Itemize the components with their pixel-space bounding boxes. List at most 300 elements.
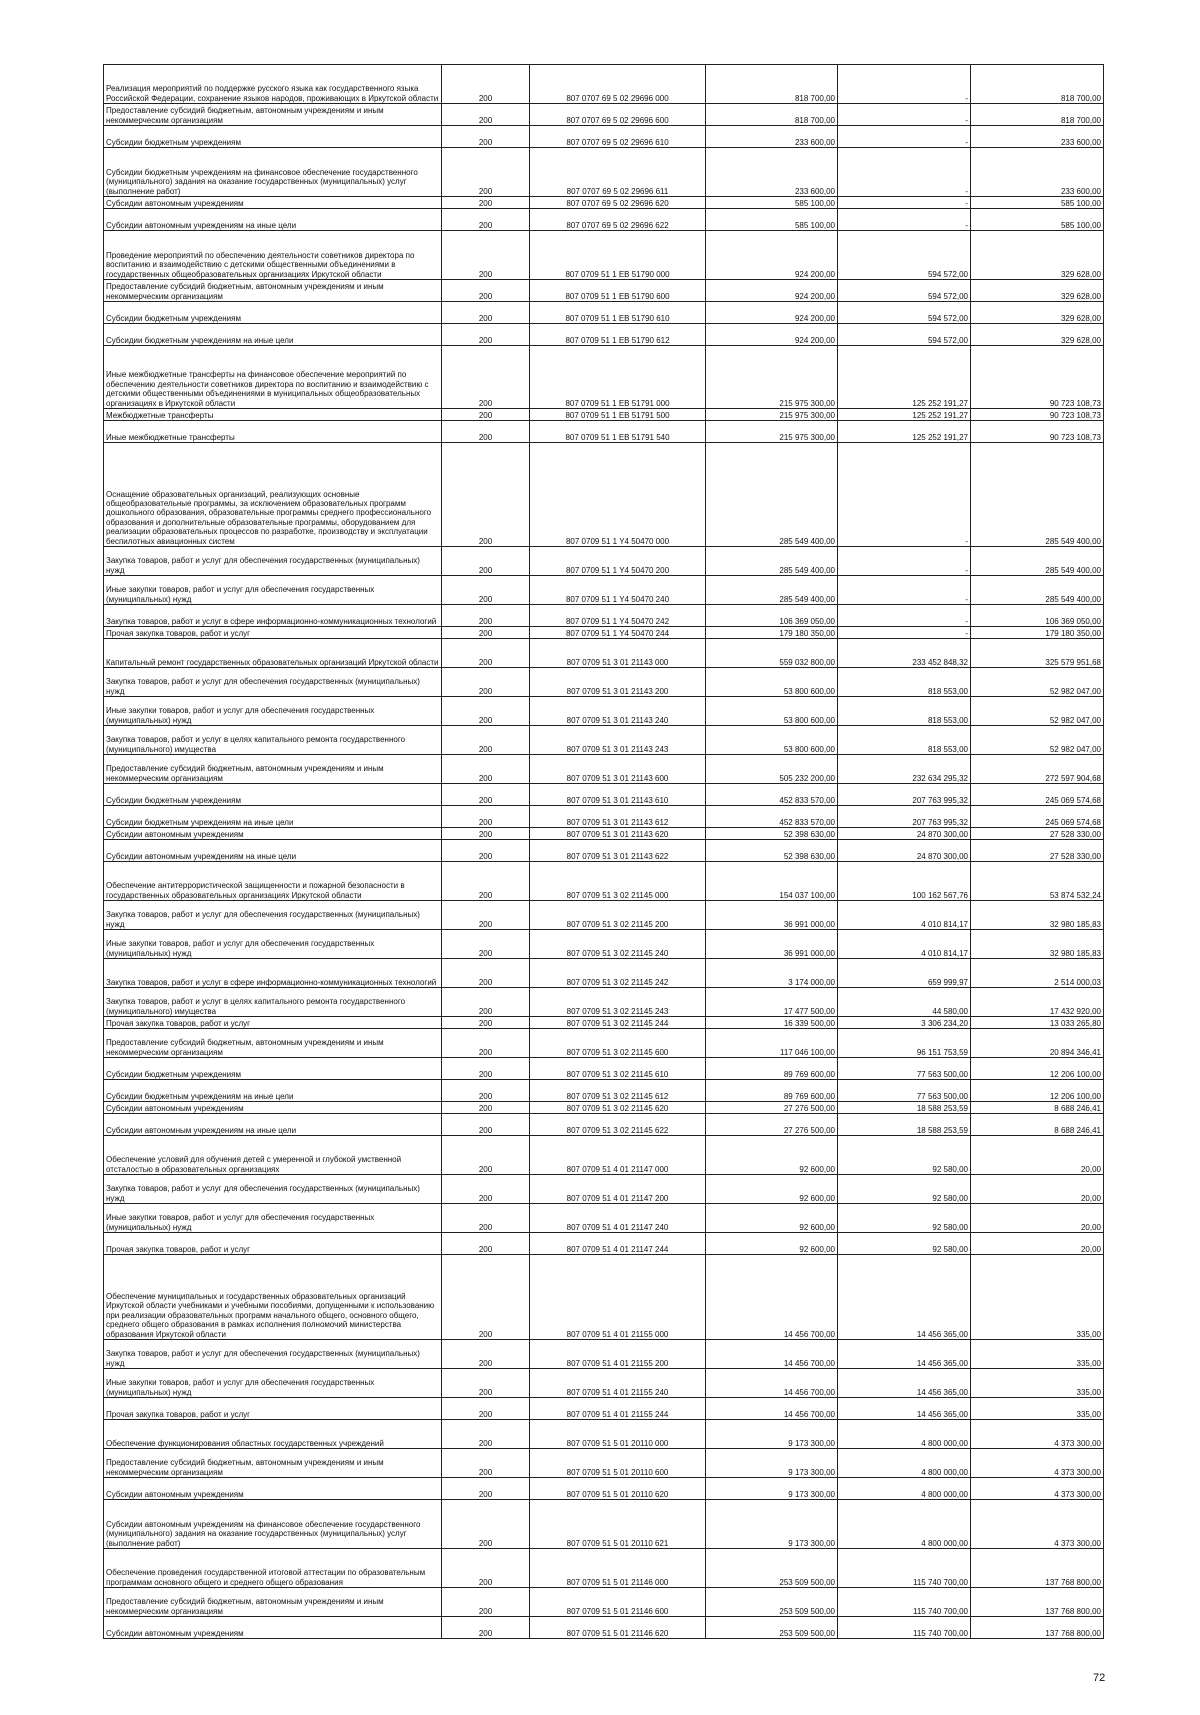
row-remainder: 585 100,00 <box>971 197 1104 209</box>
row-name: Закупка товаров, работ и услуг в целях капитального ремонта государственного (муниципального) имущества <box>104 988 442 1017</box>
row-executed: 207 763 995,32 <box>838 806 971 828</box>
row-remainder: 329 628,00 <box>971 280 1104 302</box>
table-row <box>104 104 1104 126</box>
row-planned: 17 477 500,00 <box>706 988 838 1017</box>
row-executed: 96 151 753,59 <box>838 1029 971 1058</box>
row-executed: 4 800 000,00 <box>838 1420 971 1449</box>
row-classification: 807 0709 51 3 02 21145 242 <box>530 959 706 988</box>
row-classification: 807 0709 51 3 02 21145 243 <box>530 988 706 1017</box>
row-remainder: 4 373 300,00 <box>971 1420 1104 1449</box>
row-name: Иные закупки товаров, работ и услуг для обеспечения государственных (муниципальных) нужд <box>104 1369 442 1398</box>
row-remainder: 4 373 300,00 <box>971 1449 1104 1478</box>
row-classification: 807 0709 51 4 01 21155 240 <box>530 1369 706 1398</box>
row-remainder: 285 549 400,00 <box>971 443 1104 547</box>
row-code: 200 <box>442 1136 530 1175</box>
row-remainder: 179 180 350,00 <box>971 627 1104 639</box>
row-executed: 14 456 365,00 <box>838 1340 971 1369</box>
row-name: Иные закупки товаров, работ и услуг для обеспечения государственных (муниципальных) нужд <box>104 576 442 605</box>
row-code: 200 <box>442 1617 530 1639</box>
row-classification: 807 0707 69 5 02 29696 600 <box>530 104 706 126</box>
row-planned: 14 456 700,00 <box>706 1340 838 1369</box>
row-planned: 924 200,00 <box>706 231 838 280</box>
row-remainder: 335,00 <box>971 1255 1104 1340</box>
row-executed: 24 870 300,00 <box>838 828 971 840</box>
table-row <box>104 231 1104 280</box>
table-row <box>104 324 1104 346</box>
row-executed: 92 580,00 <box>838 1175 971 1204</box>
row-planned: 92 600,00 <box>706 1175 838 1204</box>
row-code: 200 <box>442 197 530 209</box>
row-planned: 16 339 500,00 <box>706 1017 838 1029</box>
row-code: 200 <box>442 1255 530 1340</box>
row-name: Закупка товаров, работ и услуг в сфере информационно-коммуникационных технологий <box>104 605 442 627</box>
row-remainder: 8 688 246,41 <box>971 1114 1104 1136</box>
table-row <box>104 1058 1104 1080</box>
row-executed: 92 580,00 <box>838 1136 971 1175</box>
row-remainder: 17 432 920,00 <box>971 988 1104 1017</box>
row-planned: 215 975 300,00 <box>706 409 838 421</box>
row-executed: 594 572,00 <box>838 280 971 302</box>
row-planned: 117 046 100,00 <box>706 1029 838 1058</box>
row-classification: 807 0709 51 1 Y4 50470 244 <box>530 627 706 639</box>
row-planned: 89 769 600,00 <box>706 1058 838 1080</box>
row-name: Обеспечение проведения государственной итоговой аттестации по образовательным программам основного общего и среднего общего образования <box>104 1549 442 1588</box>
row-name: Предоставление субсидий бюджетным, автономным учреждениям и иным некоммерческим организациям <box>104 1029 442 1058</box>
table-row <box>104 1175 1104 1204</box>
row-classification: 807 0709 51 4 01 21155 200 <box>530 1340 706 1369</box>
row-code: 200 <box>442 209 530 231</box>
row-code: 200 <box>442 1369 530 1398</box>
row-remainder: 272 597 904,68 <box>971 755 1104 784</box>
row-code: 200 <box>442 726 530 755</box>
row-name: Субсидии автономным учреждениям <box>104 1478 442 1500</box>
table-row <box>104 1136 1104 1175</box>
row-executed: 4 010 814,17 <box>838 901 971 930</box>
row-name: Субсидии автономным учреждениям на финансовое обеспечение государственного (муниципального) задания на оказание государственных (муниципальных) услуг (выполнение работ) <box>104 1500 442 1549</box>
row-executed: - <box>838 627 971 639</box>
row-planned: 36 991 000,00 <box>706 901 838 930</box>
row-classification: 807 0709 51 3 01 21143 600 <box>530 755 706 784</box>
table-row <box>104 1420 1104 1449</box>
row-remainder: 245 069 574,68 <box>971 784 1104 806</box>
row-name: Прочая закупка товаров, работ и услуг <box>104 1398 442 1420</box>
row-code: 200 <box>442 148 530 197</box>
row-remainder: 20 894 346,41 <box>971 1029 1104 1058</box>
row-classification: 807 0709 51 5 01 20110 000 <box>530 1420 706 1449</box>
row-remainder: 137 768 800,00 <box>971 1617 1104 1639</box>
row-name: Субсидии автономным учреждениям <box>104 197 442 209</box>
row-remainder: 335,00 <box>971 1398 1104 1420</box>
row-executed: 92 580,00 <box>838 1233 971 1255</box>
row-classification: 807 0709 51 3 01 21143 610 <box>530 784 706 806</box>
row-name: Межбюджетные трансферты <box>104 409 442 421</box>
row-code: 200 <box>442 605 530 627</box>
table-row <box>104 1369 1104 1398</box>
row-remainder: 20,00 <box>971 1204 1104 1233</box>
table-row <box>104 806 1104 828</box>
row-planned: 253 509 500,00 <box>706 1588 838 1617</box>
row-code: 200 <box>442 1420 530 1449</box>
table-row <box>104 1114 1104 1136</box>
row-executed: 115 740 700,00 <box>838 1549 971 1588</box>
row-remainder: 8 688 246,41 <box>971 1102 1104 1114</box>
row-executed: 18 588 253,59 <box>838 1114 971 1136</box>
row-name: Капитальный ремонт государственных образовательных организаций Иркутской области <box>104 639 442 668</box>
row-remainder: 329 628,00 <box>971 302 1104 324</box>
row-classification: 807 0709 51 3 02 21145 612 <box>530 1080 706 1102</box>
row-classification: 807 0709 51 3 01 21143 240 <box>530 697 706 726</box>
row-code: 200 <box>442 1080 530 1102</box>
row-classification: 807 0709 51 1 EB 51790 610 <box>530 302 706 324</box>
row-name: Субсидии автономным учреждениям <box>104 828 442 840</box>
row-classification: 807 0709 51 1 EB 51790 600 <box>530 280 706 302</box>
row-planned: 818 700,00 <box>706 104 838 126</box>
row-classification: 807 0707 69 5 02 29696 000 <box>530 65 706 104</box>
table-body <box>104 65 1104 1639</box>
row-code: 200 <box>442 784 530 806</box>
row-name: Субсидии бюджетным учреждениям <box>104 126 442 148</box>
row-remainder: 285 549 400,00 <box>971 576 1104 605</box>
row-code: 200 <box>442 409 530 421</box>
row-executed: 125 252 191,27 <box>838 346 971 409</box>
row-executed: 4 800 000,00 <box>838 1478 971 1500</box>
table-row <box>104 547 1104 576</box>
table-row <box>104 197 1104 209</box>
row-name: Закупка товаров, работ и услуг для обеспечения государственных (муниципальных) нужд <box>104 547 442 576</box>
row-executed: 4 800 000,00 <box>838 1500 971 1549</box>
row-name: Предоставление субсидий бюджетным, автономным учреждениям и иным некоммерческим организациям <box>104 104 442 126</box>
row-code: 200 <box>442 930 530 959</box>
row-classification: 807 0709 51 3 02 21145 240 <box>530 930 706 959</box>
row-executed: 115 740 700,00 <box>838 1617 971 1639</box>
row-classification: 807 0709 51 1 EB 51791 540 <box>530 421 706 443</box>
row-executed: 3 306 234,20 <box>838 1017 971 1029</box>
row-classification: 807 0709 51 3 01 21143 000 <box>530 639 706 668</box>
row-classification: 807 0709 51 5 01 21146 000 <box>530 1549 706 1588</box>
table-row <box>104 346 1104 409</box>
table-row <box>104 1102 1104 1114</box>
row-code: 200 <box>442 959 530 988</box>
row-planned: 14 456 700,00 <box>706 1398 838 1420</box>
row-name: Субсидии автономным учреждениям <box>104 1102 442 1114</box>
table-row <box>104 1255 1104 1340</box>
table-row <box>104 302 1104 324</box>
table-row <box>104 1204 1104 1233</box>
row-code: 200 <box>442 576 530 605</box>
row-name: Закупка товаров, работ и услуг для обеспечения государственных (муниципальных) нужд <box>104 901 442 930</box>
row-executed: 594 572,00 <box>838 324 971 346</box>
row-name: Закупка товаров, работ и услуг для обеспечения государственных (муниципальных) нужд <box>104 668 442 697</box>
row-name: Реализация мероприятий по поддержке русского языка как государственного языка Российской Федерации, сохранение языков народов, проживающих в Иркутской области <box>104 65 442 104</box>
row-remainder: 12 206 100,00 <box>971 1080 1104 1102</box>
row-name: Субсидии бюджетным учреждениям <box>104 784 442 806</box>
row-executed: 233 452 848,32 <box>838 639 971 668</box>
row-classification: 807 0709 51 1 EB 51790 612 <box>530 324 706 346</box>
row-classification: 807 0709 51 1 Y4 50470 240 <box>530 576 706 605</box>
row-planned: 89 769 600,00 <box>706 1080 838 1102</box>
row-planned: 36 991 000,00 <box>706 930 838 959</box>
row-code: 200 <box>442 1233 530 1255</box>
row-remainder: 90 723 108,73 <box>971 421 1104 443</box>
row-planned: 92 600,00 <box>706 1136 838 1175</box>
row-name: Обеспечение антитеррористической защищенности и пожарной безопасности в государственных образовательных организациях Иркутской области <box>104 862 442 901</box>
row-classification: 807 0709 51 3 02 21145 620 <box>530 1102 706 1114</box>
row-executed: 818 553,00 <box>838 726 971 755</box>
row-executed: 818 553,00 <box>838 668 971 697</box>
row-planned: 154 037 100,00 <box>706 862 838 901</box>
row-code: 200 <box>442 862 530 901</box>
row-classification: 807 0707 69 5 02 29696 611 <box>530 148 706 197</box>
row-name: Субсидии бюджетным учреждениям на иные цели <box>104 1080 442 1102</box>
row-code: 200 <box>442 104 530 126</box>
table-row <box>104 126 1104 148</box>
page-number: 72 <box>1093 1672 1106 1684</box>
row-name: Закупка товаров, работ и услуг в целях капитального ремонта государственного (муниципального) имущества <box>104 726 442 755</box>
row-code: 200 <box>442 421 530 443</box>
row-name: Субсидии автономным учреждениям на иные цели <box>104 209 442 231</box>
row-classification: 807 0709 51 4 01 21147 000 <box>530 1136 706 1175</box>
row-name: Субсидии бюджетным учреждениям на финансовое обеспечение государственного (муниципального) задания на оказание государственных (муниципальных) услуг (выполнение работ) <box>104 148 442 197</box>
row-code: 200 <box>442 755 530 784</box>
row-planned: 27 276 500,00 <box>706 1102 838 1114</box>
row-remainder: 329 628,00 <box>971 324 1104 346</box>
row-planned: 52 398 630,00 <box>706 840 838 862</box>
row-code: 200 <box>442 1017 530 1029</box>
row-planned: 14 456 700,00 <box>706 1369 838 1398</box>
row-code: 200 <box>442 1204 530 1233</box>
table-row <box>104 1449 1104 1478</box>
row-code: 200 <box>442 302 530 324</box>
row-planned: 52 398 630,00 <box>706 828 838 840</box>
table-row <box>104 1478 1104 1500</box>
table-row <box>104 726 1104 755</box>
row-planned: 924 200,00 <box>706 280 838 302</box>
row-name: Субсидии автономным учреждениям на иные цели <box>104 840 442 862</box>
row-planned: 106 369 050,00 <box>706 605 838 627</box>
row-code: 200 <box>442 828 530 840</box>
table-row <box>104 1549 1104 1588</box>
row-classification: 807 0709 51 4 01 21147 240 <box>530 1204 706 1233</box>
row-executed: 232 634 295,32 <box>838 755 971 784</box>
row-executed: 14 456 365,00 <box>838 1398 971 1420</box>
row-code: 200 <box>442 1175 530 1204</box>
row-code: 200 <box>442 627 530 639</box>
row-name: Иные межбюджетные трансферты на финансовое обеспечение мероприятий по обеспечению деятельности советников директора по воспитанию и взаимодействию с детскими общественными объединениями в муниципальных общеобразовательных организациях в Иркутской области <box>104 346 442 409</box>
row-planned: 452 833 570,00 <box>706 784 838 806</box>
row-planned: 53 800 600,00 <box>706 697 838 726</box>
row-planned: 233 600,00 <box>706 126 838 148</box>
row-code: 200 <box>442 901 530 930</box>
row-name: Субсидии автономным учреждениям на иные цели <box>104 1114 442 1136</box>
row-executed: 207 763 995,32 <box>838 784 971 806</box>
row-code: 200 <box>442 346 530 409</box>
row-classification: 807 0709 51 1 EB 51791 500 <box>530 409 706 421</box>
row-name: Субсидии бюджетным учреждениям <box>104 302 442 324</box>
row-name: Предоставление субсидий бюджетным, автономным учреждениям и иным некоммерческим организациям <box>104 280 442 302</box>
row-name: Субсидии автономным учреждениям <box>104 1617 442 1639</box>
row-remainder: 233 600,00 <box>971 148 1104 197</box>
row-remainder: 335,00 <box>971 1369 1104 1398</box>
table-row <box>104 409 1104 421</box>
row-executed: - <box>838 148 971 197</box>
row-remainder: 52 982 047,00 <box>971 668 1104 697</box>
row-planned: 585 100,00 <box>706 209 838 231</box>
row-planned: 559 032 800,00 <box>706 639 838 668</box>
row-planned: 92 600,00 <box>706 1204 838 1233</box>
row-planned: 215 975 300,00 <box>706 421 838 443</box>
row-classification: 807 0709 51 3 02 21145 000 <box>530 862 706 901</box>
row-remainder: 32 980 185,83 <box>971 930 1104 959</box>
row-code: 200 <box>442 280 530 302</box>
table-row <box>104 1588 1104 1617</box>
row-name: Иные закупки товаров, работ и услуг для обеспечения государственных (муниципальных) нужд <box>104 1204 442 1233</box>
row-classification: 807 0709 51 1 Y4 50470 242 <box>530 605 706 627</box>
table-row <box>104 1617 1104 1639</box>
row-code: 200 <box>442 1588 530 1617</box>
row-code: 200 <box>442 1398 530 1420</box>
row-classification: 807 0707 69 5 02 29696 622 <box>530 209 706 231</box>
row-executed: 24 870 300,00 <box>838 840 971 862</box>
row-name: Прочая закупка товаров, работ и услуг <box>104 627 442 639</box>
row-classification: 807 0707 69 5 02 29696 620 <box>530 197 706 209</box>
row-code: 200 <box>442 1340 530 1369</box>
row-remainder: 32 980 185,83 <box>971 901 1104 930</box>
row-name: Иные межбюджетные трансферты <box>104 421 442 443</box>
row-classification: 807 0709 51 3 01 21143 243 <box>530 726 706 755</box>
row-planned: 27 276 500,00 <box>706 1114 838 1136</box>
row-executed: 77 563 500,00 <box>838 1058 971 1080</box>
row-planned: 818 700,00 <box>706 65 838 104</box>
row-code: 200 <box>442 1102 530 1114</box>
table-row <box>104 280 1104 302</box>
table-row <box>104 65 1104 104</box>
row-classification: 807 0709 51 4 01 21147 200 <box>530 1175 706 1204</box>
row-planned: 9 173 300,00 <box>706 1478 838 1500</box>
row-code: 200 <box>442 639 530 668</box>
row-remainder: 90 723 108,73 <box>971 409 1104 421</box>
table-row <box>104 755 1104 784</box>
row-remainder: 20,00 <box>971 1233 1104 1255</box>
row-classification: 807 0709 51 1 Y4 50470 000 <box>530 443 706 547</box>
row-executed: 4 800 000,00 <box>838 1449 971 1478</box>
row-executed: 100 162 567,76 <box>838 862 971 901</box>
row-name: Оснащение образовательных организаций, реализующих основные общеобразовательные программы, за исключением образовательных программ дошкольного образования, образовательные программы среднего профессионального образования и дополнительные образовательные программы, оборудованием для реализации образовательных процессов по разработке, производству и эксплуатации беспилотных авиационных систем <box>104 443 442 547</box>
row-executed: - <box>838 443 971 547</box>
row-planned: 92 600,00 <box>706 1233 838 1255</box>
row-executed: - <box>838 104 971 126</box>
row-executed: - <box>838 197 971 209</box>
report-table-sheet <box>103 64 1103 1639</box>
row-name: Субсидии бюджетным учреждениям на иные цели <box>104 806 442 828</box>
row-remainder: 137 768 800,00 <box>971 1588 1104 1617</box>
row-code: 200 <box>442 65 530 104</box>
table-row <box>104 1029 1104 1058</box>
table-row <box>104 605 1104 627</box>
table-row <box>104 627 1104 639</box>
row-name: Предоставление субсидий бюджетным, автономным учреждениям и иным некоммерческим организациям <box>104 1449 442 1478</box>
table-row <box>104 576 1104 605</box>
row-remainder: 12 206 100,00 <box>971 1058 1104 1080</box>
row-classification: 807 0709 51 3 01 21143 200 <box>530 668 706 697</box>
row-executed: 125 252 191,27 <box>838 409 971 421</box>
row-code: 200 <box>442 324 530 346</box>
row-name: Закупка товаров, работ и услуг для обеспечения государственных (муниципальных) нужд <box>104 1175 442 1204</box>
row-remainder: 13 033 265,80 <box>971 1017 1104 1029</box>
table-row <box>104 697 1104 726</box>
row-code: 200 <box>442 1058 530 1080</box>
table-row <box>104 862 1104 901</box>
table-row <box>104 443 1104 547</box>
row-executed: 18 588 253,59 <box>838 1102 971 1114</box>
row-remainder: 27 528 330,00 <box>971 828 1104 840</box>
row-code: 200 <box>442 840 530 862</box>
row-remainder: 585 100,00 <box>971 209 1104 231</box>
row-classification: 807 0709 51 4 01 21147 244 <box>530 1233 706 1255</box>
row-classification: 807 0707 69 5 02 29696 610 <box>530 126 706 148</box>
table-row <box>104 959 1104 988</box>
row-executed: 125 252 191,27 <box>838 421 971 443</box>
row-remainder: 90 723 108,73 <box>971 346 1104 409</box>
table-row <box>104 1398 1104 1420</box>
table-row <box>104 148 1104 197</box>
row-code: 200 <box>442 547 530 576</box>
row-code: 200 <box>442 1478 530 1500</box>
row-code: 200 <box>442 697 530 726</box>
table-row <box>104 209 1104 231</box>
row-classification: 807 0709 51 3 02 21145 200 <box>530 901 706 930</box>
row-code: 200 <box>442 126 530 148</box>
row-name: Закупка товаров, работ и услуг в сфере информационно-коммуникационных технологий <box>104 959 442 988</box>
table-row <box>104 1233 1104 1255</box>
table-row <box>104 840 1104 862</box>
row-code: 200 <box>442 231 530 280</box>
row-planned: 505 232 200,00 <box>706 755 838 784</box>
row-remainder: 137 768 800,00 <box>971 1549 1104 1588</box>
row-executed: 4 010 814,17 <box>838 930 971 959</box>
row-code: 200 <box>442 1500 530 1549</box>
table-row <box>104 639 1104 668</box>
row-planned: 285 549 400,00 <box>706 443 838 547</box>
row-classification: 807 0709 51 3 02 21145 622 <box>530 1114 706 1136</box>
row-planned: 253 509 500,00 <box>706 1617 838 1639</box>
row-name: Обеспечение функционирования областных государственных учреждений <box>104 1420 442 1449</box>
row-executed: 659 999,97 <box>838 959 971 988</box>
row-remainder: 27 528 330,00 <box>971 840 1104 862</box>
row-remainder: 20,00 <box>971 1175 1104 1204</box>
row-planned: 9 173 300,00 <box>706 1449 838 1478</box>
row-remainder: 4 373 300,00 <box>971 1478 1104 1500</box>
row-planned: 53 800 600,00 <box>706 726 838 755</box>
row-planned: 285 549 400,00 <box>706 547 838 576</box>
row-remainder: 245 069 574,68 <box>971 806 1104 828</box>
row-remainder: 53 874 532,24 <box>971 862 1104 901</box>
row-classification: 807 0709 51 3 01 21143 620 <box>530 828 706 840</box>
row-classification: 807 0709 51 1 EB 51791 000 <box>530 346 706 409</box>
row-executed: 594 572,00 <box>838 302 971 324</box>
row-name: Обеспечение муниципальных и государственных образовательных организаций Иркутской области учебниками и учебными пособиями, допущенными к использованию при реализации образовательных программ начального общего, основного общего, среднего общего образования в рамках исполнения полномочий министерства образования Иркутской области <box>104 1255 442 1340</box>
row-code: 200 <box>442 1449 530 1478</box>
row-planned: 9 173 300,00 <box>706 1420 838 1449</box>
row-executed: 77 563 500,00 <box>838 1080 971 1102</box>
table-row <box>104 421 1104 443</box>
row-classification: 807 0709 51 5 01 21146 600 <box>530 1588 706 1617</box>
row-executed: 44 580,00 <box>838 988 971 1017</box>
row-remainder: 233 600,00 <box>971 126 1104 148</box>
row-classification: 807 0709 51 3 02 21145 600 <box>530 1029 706 1058</box>
row-executed: 594 572,00 <box>838 231 971 280</box>
row-remainder: 818 700,00 <box>971 104 1104 126</box>
row-planned: 215 975 300,00 <box>706 346 838 409</box>
